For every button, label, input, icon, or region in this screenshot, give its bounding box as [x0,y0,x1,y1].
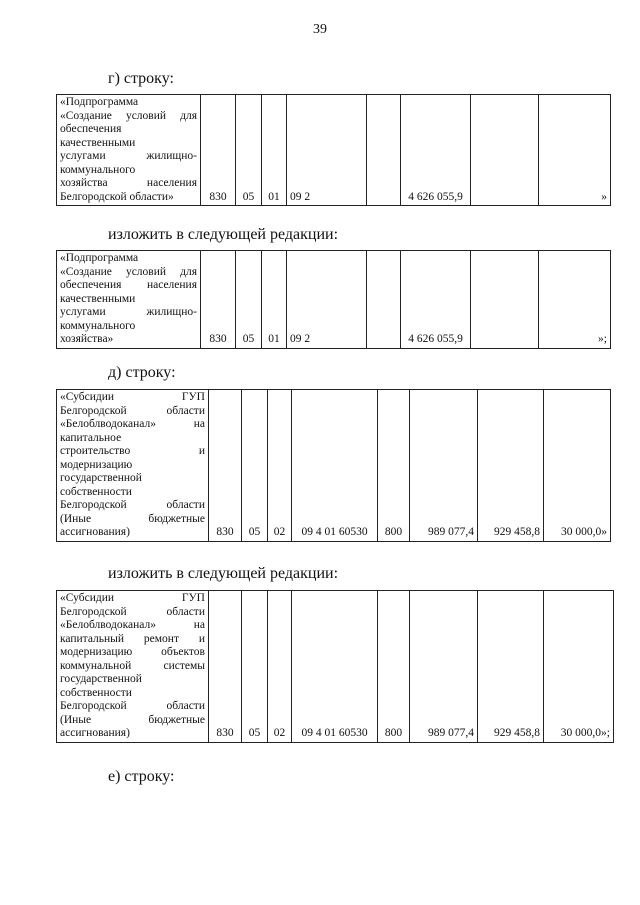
amount-2018-cell: » [539,95,611,206]
expense-type-cell [367,251,401,349]
section-code-cell: 05 [236,251,262,349]
row-name-line: капитальный ремонт и [60,632,205,645]
amount-2018-cell: »; [539,251,611,349]
target-article-cell: 09 4 01 60530 [292,591,378,743]
section-code-cell: 05 [242,390,268,542]
row-name-cell [57,251,201,349]
section-code-cell: 05 [242,591,268,743]
row-name-line: услугами жилищно- [60,306,197,318]
amount-2017-cell [471,251,539,349]
row-name-line: коммунальной системы [60,659,205,672]
amount-2016-cell: 989 077,4 [410,591,478,743]
row-name-cell [57,95,201,206]
target-article-cell: 09 2 [287,95,367,206]
row-name-cell [57,591,209,743]
budget-table-d-revised [56,590,614,743]
ministry-code-cell: 830 [209,591,242,743]
row-name-line: Белгородской области [60,499,205,511]
row-name-line: собственности [60,485,132,498]
budget-table-g-revised [56,250,611,349]
row-name-line: государственной [60,472,142,484]
ministry-code-cell: 830 [201,251,236,349]
section-heading-d: д) строку: [108,364,176,381]
row-name-line: качественными [60,136,136,149]
row-name-line: хозяйства населения [60,177,197,189]
row-name-line: Белгородской области [60,700,205,712]
amount-2017-cell: 929 458,8 [478,591,544,743]
row-name-line: ассигнования) [60,526,130,538]
row-name-line: «Белоблводоканал» на [60,619,205,631]
budget-table-g-original [56,94,611,206]
ministry-code-cell: 830 [201,95,236,206]
row-name-line: хозяйства» [60,333,114,345]
row-name-line: ассигнования) [60,727,130,739]
amount-2017-cell [471,95,539,206]
row-name-line: (Иные бюджетные [60,713,205,726]
subsection-code-cell: 02 [268,591,292,743]
row-name-line: Белгородской области [60,605,205,618]
row-name-line: «Создание условий для [60,109,197,122]
section-heading-new-edition-1: изложить в следующей редакции: [108,226,339,243]
amount-2018-cell: 30 000,0»; [544,591,614,743]
amount-2018-cell: 30 000,0» [544,390,611,542]
section-heading-e: е) строку: [108,768,175,785]
row-name-line: капитальное [60,431,122,444]
subsection-code-cell: 01 [262,251,287,349]
row-name-line: качественными [60,292,136,305]
amount-2016-cell: 4 626 055,9 [401,95,471,206]
row-name-line: коммунального [60,319,136,332]
target-article-cell: 09 4 01 60530 [292,390,378,542]
budget-table-d-original [56,389,611,542]
amount-2016-cell: 989 077,4 [410,390,478,542]
row-name-line: услугами жилищно- [60,150,197,162]
subsection-code-cell: 01 [262,95,287,206]
row-name-line: модернизацию объектов [60,646,205,658]
expense-type-cell: 800 [378,591,410,743]
expense-type-cell: 800 [378,390,410,542]
expense-type-cell [367,95,401,206]
target-article-cell: 09 2 [287,251,367,349]
row-name-line: Белгородской области» [60,190,174,203]
row-name-line: коммунального [60,163,136,176]
amount-2017-cell: 929 458,8 [478,390,544,542]
row-name-line: «Подпрограмма [60,96,139,108]
row-name-line: модернизацию [60,458,133,471]
page-number: 39 [313,22,327,37]
section-heading-g: г) строку: [108,70,174,87]
row-name-line: собственности [60,686,132,699]
row-name-line: «Субсидии ГУП [60,391,205,403]
section-heading-new-edition-2: изложить в следующей редакции: [108,565,339,582]
row-name-line: строительство и [60,445,205,457]
row-name-line: Белгородской области [60,404,205,417]
row-name-line: «Создание условий для [60,265,197,278]
row-name-line: обеспечения населения [60,279,197,291]
row-name-cell [57,390,209,542]
row-name-line: государственной [60,673,142,685]
row-name-line: «Белоблводоканал» на [60,418,205,430]
row-name-line: обеспечения [60,123,122,135]
row-name-line: (Иные бюджетные [60,512,205,525]
row-name-line: «Подпрограмма [60,252,139,264]
subsection-code-cell: 02 [268,390,292,542]
row-name-line: «Субсидии ГУП [60,592,205,604]
section-code-cell: 05 [236,95,262,206]
ministry-code-cell: 830 [209,390,242,542]
amount-2016-cell: 4 626 055,9 [401,251,471,349]
